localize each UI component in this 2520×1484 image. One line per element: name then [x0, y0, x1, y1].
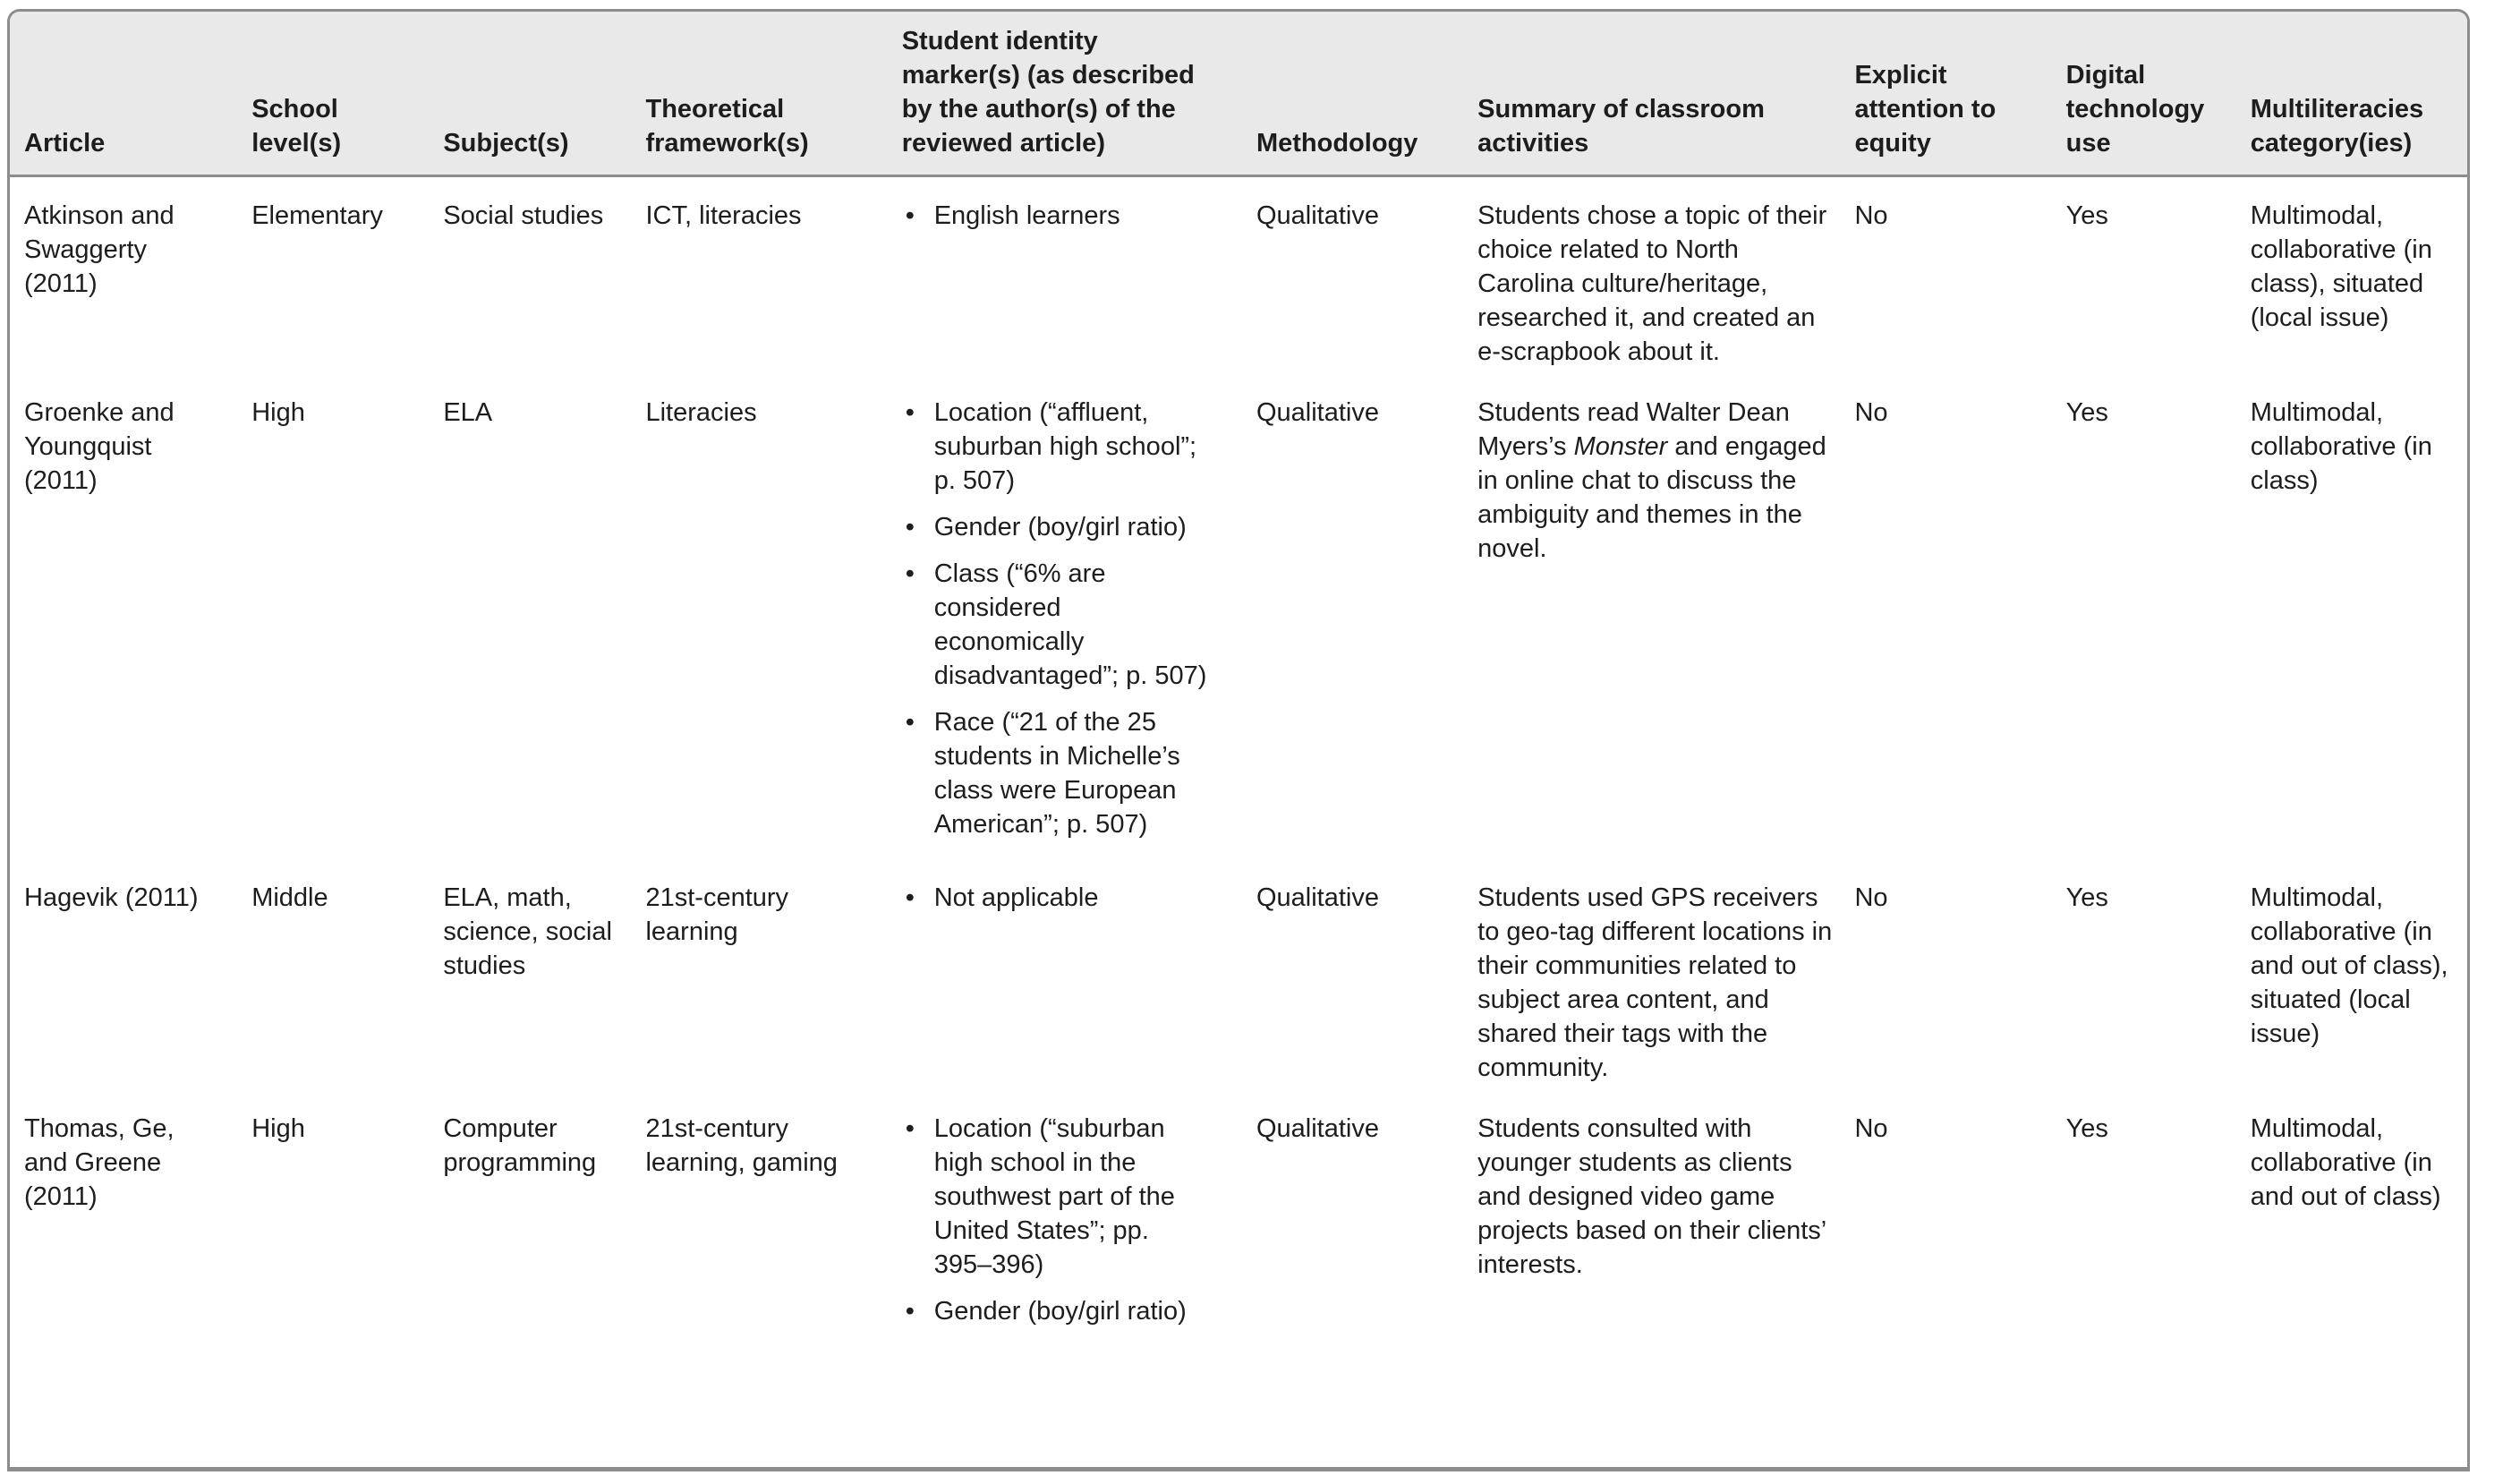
article-cell: Hagevik (2011): [24, 883, 199, 912]
identity-marker-item: • Gender (boy/girl ratio): [902, 510, 1207, 544]
identity-marker-item: • Location (“affluent, suburban high school”; p. 507): [902, 396, 1207, 498]
digital-technology-cell: Yes: [2065, 1114, 2108, 1143]
table-row: [10, 374, 2467, 859]
column-header-theoretical-framework: Theoretical framework(s): [645, 12, 901, 176]
identity-markers-cell: [902, 176, 1256, 375]
digital-technology-cell: Yes: [2065, 883, 2108, 912]
column-header-equity: Explicit attention to equity: [1854, 12, 2065, 176]
subjects-cell: Computer programming: [443, 1114, 597, 1177]
column-header-digital-technology: Digital technology use: [2066, 12, 2251, 176]
identity-markers-list: [902, 199, 1207, 233]
summary-text: Students consulted with younger students as clients and designed video game projects based on their clients’ interests.: [1477, 1114, 1826, 1279]
article-cell: Thomas, Ge, and Greene (2011): [24, 1114, 175, 1211]
summary-italic-text: Monster: [1573, 432, 1668, 461]
methodology-cell: Qualitative: [1256, 1114, 1379, 1143]
multiliteracies-cell: Multimodal, collaborative (in and out of class), situated (local issue): [2250, 883, 2448, 1048]
literature-review-table: [10, 12, 2467, 1346]
table-header: [10, 12, 2467, 176]
literature-review-table-frame: [7, 9, 2470, 1471]
equity-cell: No: [1854, 883, 1888, 912]
school-level-cell: Middle: [251, 883, 328, 912]
identity-markers-cell: [902, 374, 1256, 859]
methodology-cell: Qualitative: [1256, 883, 1379, 912]
table-row: [10, 176, 2467, 375]
article-cell: Atkinson and Swaggerty (2011): [24, 201, 175, 298]
equity-cell: No: [1854, 1114, 1888, 1143]
theoretical-framework-cell: Literacies: [645, 398, 757, 427]
column-header-article: Article: [10, 12, 251, 176]
column-header-subjects: Subject(s): [443, 12, 645, 176]
table-row: [10, 1090, 2467, 1346]
summary-text: and engaged in online chat to discuss the ambiguity and themes in the novel.: [1477, 432, 1826, 563]
school-level-cell: High: [251, 1114, 305, 1143]
table-body: [10, 176, 2467, 1347]
identity-marker-item: • English learners: [902, 199, 1207, 233]
identity-markers-list: [902, 881, 1207, 915]
subjects-cell: Social studies: [443, 201, 604, 230]
school-level-cell: Elementary: [251, 201, 383, 230]
subjects-cell: ELA, math, science, social studies: [443, 883, 612, 980]
digital-technology-cell: Yes: [2065, 201, 2108, 230]
identity-markers-list: [902, 396, 1207, 841]
article-cell: Groenke and Youngquist (2011): [24, 398, 175, 495]
identity-marker-item: • Gender (boy/girl ratio): [902, 1294, 1207, 1328]
methodology-cell: Qualitative: [1256, 398, 1379, 427]
digital-technology-cell: Yes: [2065, 398, 2108, 427]
identity-marker-item: • Location (“suburban high school in the southwest part of the United States”; pp. 395–396): [902, 1112, 1207, 1282]
summary-text: Students used GPS receivers to geo-tag different locations in their communities related to subject area content, and shared their tags with the community.: [1477, 883, 1833, 1082]
equity-cell: No: [1854, 201, 1888, 230]
identity-marker-item: • Race (“21 of the 25 students in Michelle’s class were European American”; p. 507): [902, 705, 1207, 841]
multiliteracies-cell: Multimodal, collaborative (in class), situated (local issue): [2250, 201, 2432, 332]
table-row: [10, 859, 2467, 1090]
identity-marker-item: • Class (“6% are considered economically disadvantaged”; p. 507): [902, 557, 1207, 693]
theoretical-framework-cell: 21st-century learning, gaming: [645, 1114, 838, 1177]
column-header-school-level: School level(s): [251, 12, 443, 176]
theoretical-framework-cell: ICT, literacies: [645, 201, 802, 230]
identity-markers-cell: [902, 1090, 1256, 1346]
summary-cell: [1477, 1090, 1854, 1346]
summary-cell: [1477, 859, 1854, 1090]
identity-marker-item: • Not applicable: [902, 881, 1207, 915]
header-row: [10, 12, 2467, 176]
column-header-summary: Summary of classroom activities: [1477, 12, 1854, 176]
school-level-cell: High: [251, 398, 305, 427]
identity-markers-cell: [902, 859, 1256, 1090]
theoretical-framework-cell: 21st-century learning: [645, 883, 789, 946]
summary-text: Students chose a topic of their choice related to North Carolina culture/heritage, researched it, and created an e-scrapbook about it.: [1477, 201, 1827, 366]
summary-cell: [1477, 374, 1854, 859]
equity-cell: No: [1854, 398, 1888, 427]
subjects-cell: ELA: [443, 398, 493, 427]
multiliteracies-cell: Multimodal, collaborative (in and out of class): [2250, 1114, 2441, 1211]
multiliteracies-cell: Multimodal, collaborative (in class): [2250, 398, 2432, 495]
column-header-multiliteracies: Multiliteracies category(ies): [2251, 12, 2467, 176]
column-header-identity-markers: Student identity marker(s) (as described by the author(s) of the reviewed article): [902, 12, 1256, 176]
summary-cell: [1477, 176, 1854, 375]
identity-markers-list: [902, 1112, 1207, 1328]
summary-text: Students read Walter Dean Myers’s: [1477, 398, 1790, 461]
column-header-methodology: Methodology: [1256, 12, 1477, 176]
methodology-cell: Qualitative: [1256, 201, 1379, 230]
